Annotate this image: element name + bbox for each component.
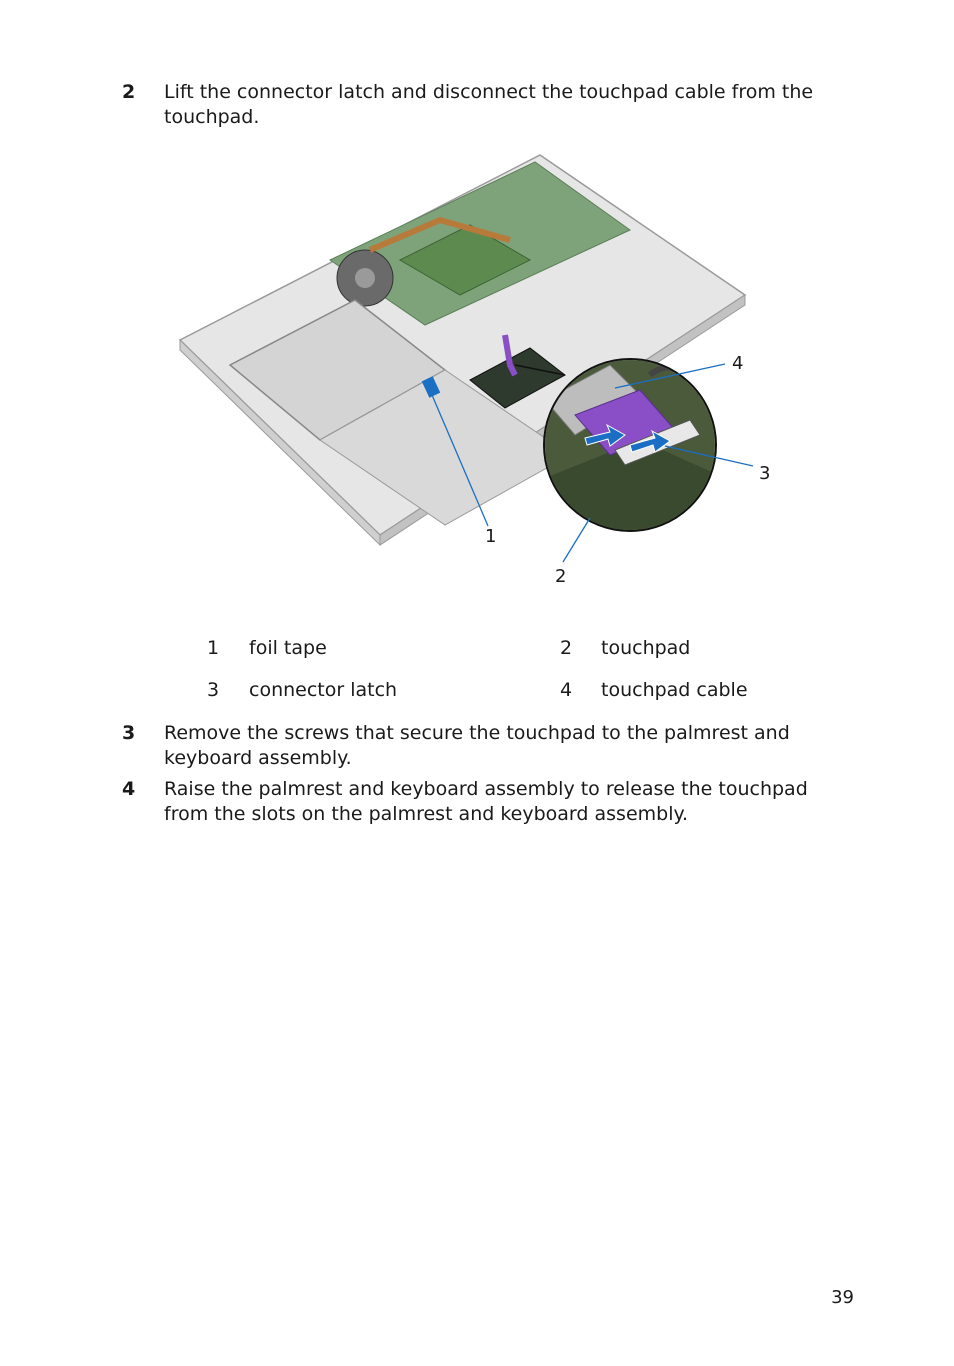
page-number: 39 (831, 1287, 854, 1308)
touchpad-disconnect-diagram (170, 150, 770, 590)
step-text: Remove the screws that secure the touchpad to the palmrest and keyboard assembly. (164, 722, 790, 769)
legend-label: touchpad (601, 637, 691, 659)
callout-4: 4 (732, 353, 744, 374)
step-text: Raise the palmrest and keyboard assembly to release the touchpad from the slots on the palmrest and keyboard assembly. (164, 778, 808, 825)
laptop-illustration (170, 150, 770, 590)
callout-1: 1 (485, 526, 497, 547)
legend-number: 4 (560, 679, 573, 701)
callout-3: 3 (759, 463, 770, 484)
step-text: Lift the connector latch and disconnect the touchpad cable from the touchpad. (164, 81, 814, 128)
legend-label: touchpad cable (601, 679, 748, 701)
legend-label: connector latch (249, 679, 398, 701)
callout-2: 2 (555, 566, 567, 587)
legend-number: 1 (207, 637, 220, 659)
legend-number: 3 (207, 679, 220, 701)
legend-number: 2 (560, 637, 573, 659)
callout-line-2 (563, 518, 590, 562)
legend-label: foil tape (249, 637, 327, 659)
step-number: 4 (122, 778, 136, 800)
step-number: 3 (122, 722, 136, 744)
step-number: 2 (122, 81, 136, 103)
